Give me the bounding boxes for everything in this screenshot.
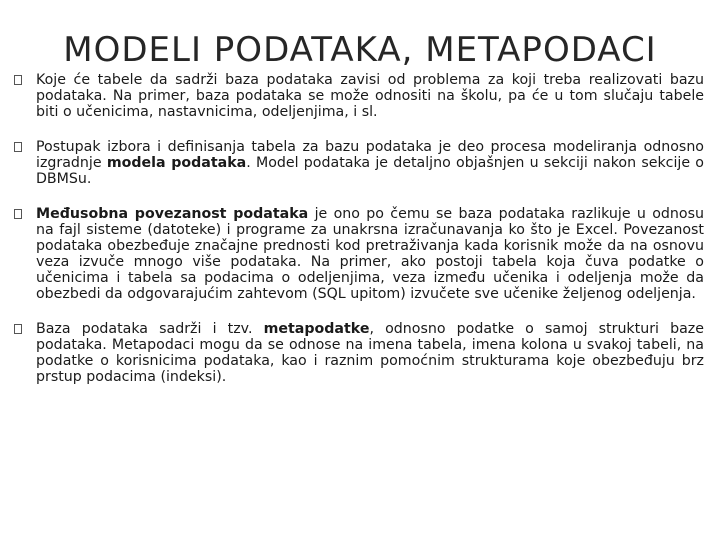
bullet-item <box>14 72 704 120</box>
bullet-text: Koje će tabele da sadrži baza podataka zavisi od problema za koji treba realizovati bazu podataka. Na primer, baza podataka se može odnositi na školu, pa će u tom slučaju tabele biti o učenicima, nastavnicima, odeljenjima, i sl. <box>36 72 704 120</box>
bullet-text-before: Baza podataka sadrži i tzv. <box>36 321 264 337</box>
bullet-text-before: Postupak izbora i definisanja tabela za bazu podataka je deo procesa modeliranja odnosno izgradnje <box>36 139 704 171</box>
square-bullet-icon <box>14 209 22 219</box>
bullet-text-after: , odnosno podatke o samoj strukturi baze podataka. Metapodaci mogu da se odnose na imena tabela, imena kolona u svakoj tabeli, na podatke o korisnicima podataka, kao i raznim pomoćnim strukturama koje obezbeđuju brz prstup podacima (indeksi). <box>36 321 704 385</box>
bullet-item <box>14 139 704 187</box>
bullet-term-bold: Međusobna povezanost podataka <box>36 206 309 222</box>
bullet-item <box>14 206 704 302</box>
square-bullet-icon <box>14 324 22 334</box>
bullet-text-after: je ono po čemu se baza podataka razlikuje u odnosu na fajl sisteme (datoteke) i programe za unakrsna izračunavanja ko što je Excel. Povezanost podataka obezbeđuje značajne prednosti kod pretraživanja kada korisnik može da na osnovu veza izvuče mnogo više podataka. Na primer, ako postoji tabela koja čuva podatke o učenicima i tabela sa podacima o odeljenjima, veza između učenika i odeljenja može da obezbedi da odgovarajućim zahtevom (SQL upitom) izvučete sve učenike željenog odeljenja. <box>36 206 704 302</box>
bullet-list <box>14 72 704 404</box>
bullet-term-bold: modela podataka <box>106 155 247 171</box>
square-bullet-icon <box>14 75 22 85</box>
bullet-text-after: . Model podataka je detaljno objašnjen u sekciji nakon sekcije o DBMSu. <box>36 155 704 187</box>
square-bullet-icon <box>14 142 22 152</box>
bullet-item <box>14 321 704 385</box>
slide-title: MODELI PODATAKA, METAPODACI <box>63 30 657 70</box>
bullet-term-bold: metapodatke <box>263 321 370 337</box>
